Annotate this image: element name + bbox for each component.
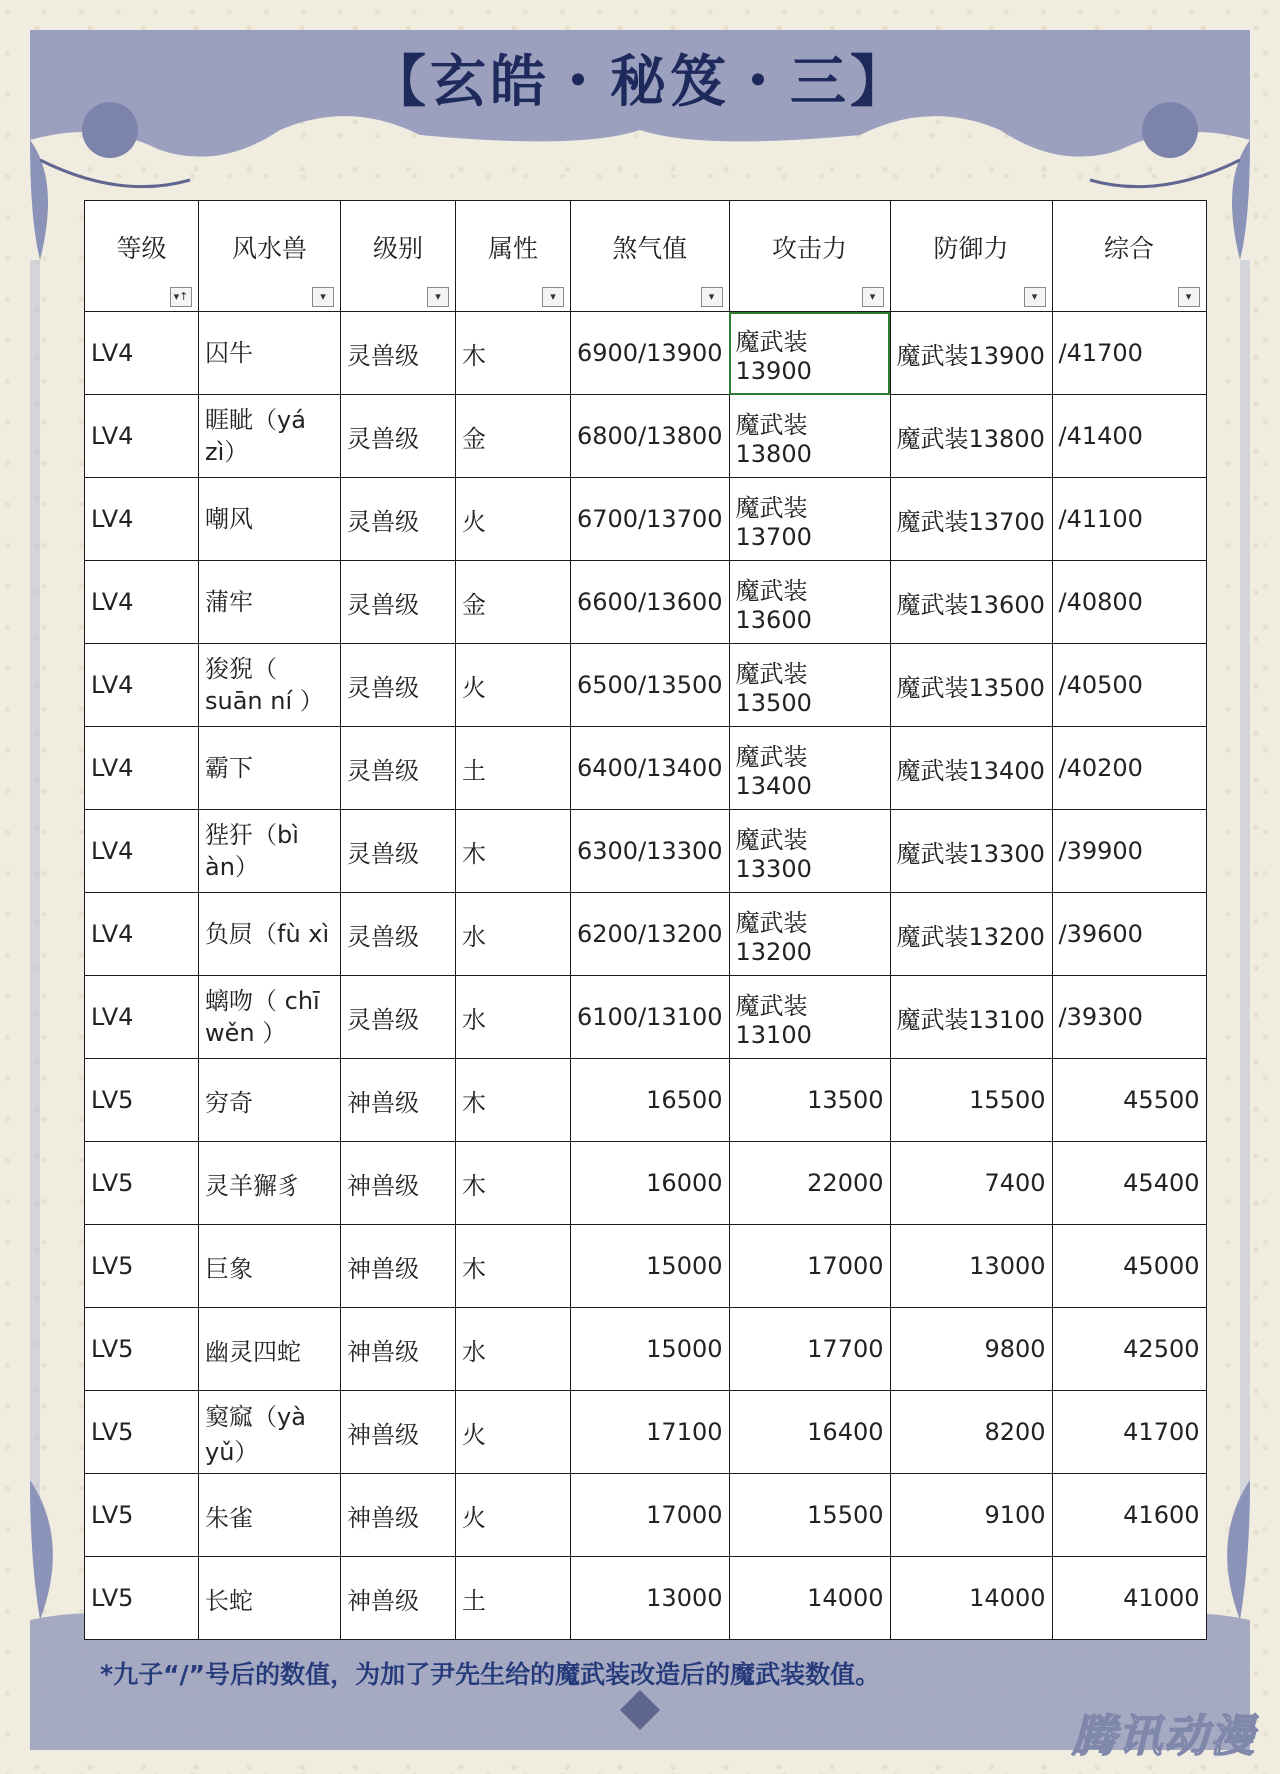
table-row: [85, 561, 1207, 644]
cell-total[interactable]: /41700: [1052, 312, 1206, 395]
filter-dropdown-icon[interactable]: ▾: [312, 287, 334, 307]
cell-aura[interactable]: 17100: [571, 1391, 730, 1474]
cell-attack[interactable]: 13500: [729, 1059, 890, 1142]
cell-total[interactable]: 42500: [1052, 1308, 1206, 1391]
sort-ascending-icon[interactable]: ▾↑: [170, 287, 192, 307]
cell-aura[interactable]: 6600/13600: [571, 561, 730, 644]
cell-element[interactable]: 火: [456, 644, 571, 727]
filter-dropdown-icon[interactable]: ▾: [427, 287, 449, 307]
cell-level[interactable]: LV4: [85, 810, 199, 893]
table-row: [85, 976, 1207, 1059]
cell-level[interactable]: LV5: [85, 1225, 199, 1308]
cell-element[interactable]: 土: [456, 727, 571, 810]
col-header-beast[interactable]: 风水兽 ▾: [199, 201, 341, 312]
cell-level[interactable]: LV4: [85, 727, 199, 810]
cell-attack[interactable]: 魔武装13100: [729, 976, 890, 1059]
cell-beast[interactable]: 灵羊獬豸: [199, 1142, 341, 1225]
cell-level[interactable]: LV4: [85, 478, 199, 561]
cell-aura[interactable]: 6400/13400: [571, 727, 730, 810]
cell-level[interactable]: LV4: [85, 893, 199, 976]
filter-dropdown-icon[interactable]: ▾: [542, 287, 564, 307]
cell-attack[interactable]: 22000: [729, 1142, 890, 1225]
cell-aura[interactable]: 6900/13900: [571, 312, 730, 395]
cell-beast[interactable]: 巨象: [199, 1225, 341, 1308]
cell-defense[interactable]: 魔武装13500: [890, 644, 1052, 727]
cell-attack[interactable]: 魔武装13500: [729, 644, 890, 727]
cell-element[interactable]: 木: [456, 1225, 571, 1308]
cell-total[interactable]: /40500: [1052, 644, 1206, 727]
cell-attack[interactable]: 魔武装13400: [729, 727, 890, 810]
cell-beast[interactable]: 幽灵四蛇: [199, 1308, 341, 1391]
cell-rank[interactable]: 灵兽级: [341, 561, 456, 644]
cell-defense[interactable]: 魔武装13200: [890, 893, 1052, 976]
table-row: [85, 1391, 1207, 1474]
beast-stats-table: [84, 200, 1207, 1640]
cell-beast[interactable]: 负屃（fù xì: [199, 893, 341, 976]
cell-aura[interactable]: 16000: [571, 1142, 730, 1225]
cell-element[interactable]: 水: [456, 1308, 571, 1391]
cell-attack[interactable]: 魔武装13800: [729, 395, 890, 478]
cell-aura[interactable]: 6300/13300: [571, 810, 730, 893]
cell-element[interactable]: 金: [456, 395, 571, 478]
table-row: [85, 395, 1207, 478]
cell-rank[interactable]: 神兽级: [341, 1225, 456, 1308]
cell-element[interactable]: 木: [456, 1142, 571, 1225]
table-row: [85, 727, 1207, 810]
col-header-rank[interactable]: 级别 ▾: [341, 201, 456, 312]
table-row: [85, 1474, 1207, 1557]
cell-rank[interactable]: 灵兽级: [341, 312, 456, 395]
cell-beast[interactable]: 狻猊（ suān ní ）: [199, 644, 341, 727]
cell-beast[interactable]: 长蛇: [199, 1557, 341, 1640]
col-header-level[interactable]: 等级 ▾↑: [85, 201, 199, 312]
cell-level[interactable]: LV4: [85, 395, 199, 478]
cell-element[interactable]: 土: [456, 1557, 571, 1640]
cell-defense[interactable]: 魔武装13800: [890, 395, 1052, 478]
cell-level[interactable]: LV5: [85, 1142, 199, 1225]
table-row: [85, 1308, 1207, 1391]
cell-element[interactable]: 火: [456, 1391, 571, 1474]
cell-defense[interactable]: 魔武装13100: [890, 976, 1052, 1059]
cell-beast[interactable]: 穷奇: [199, 1059, 341, 1142]
cell-aura[interactable]: 6500/13500: [571, 644, 730, 727]
cell-level[interactable]: LV4: [85, 644, 199, 727]
cell-level[interactable]: LV4: [85, 976, 199, 1059]
cell-beast[interactable]: 狴犴（bì àn）: [199, 810, 341, 893]
cell-rank[interactable]: 灵兽级: [341, 395, 456, 478]
cell-total[interactable]: /41400: [1052, 395, 1206, 478]
cell-total[interactable]: /41100: [1052, 478, 1206, 561]
cell-total[interactable]: /40800: [1052, 561, 1206, 644]
cell-aura[interactable]: 6100/13100: [571, 976, 730, 1059]
cell-total[interactable]: /39300: [1052, 976, 1206, 1059]
cell-total[interactable]: /39900: [1052, 810, 1206, 893]
cell-aura[interactable]: 16500: [571, 1059, 730, 1142]
cell-total[interactable]: 41000: [1052, 1557, 1206, 1640]
cell-level[interactable]: LV4: [85, 312, 199, 395]
cell-beast[interactable]: 螭吻（ chī wěn ）: [199, 976, 341, 1059]
cell-defense[interactable]: 9800: [890, 1308, 1052, 1391]
filter-dropdown-icon[interactable]: ▾: [862, 287, 884, 307]
cell-defense[interactable]: 魔武装13400: [890, 727, 1052, 810]
cell-level[interactable]: LV4: [85, 561, 199, 644]
cell-aura[interactable]: 6700/13700: [571, 478, 730, 561]
table-row: [85, 1557, 1207, 1640]
cell-attack[interactable]: 魔武装13600: [729, 561, 890, 644]
cell-defense[interactable]: 14000: [890, 1557, 1052, 1640]
cell-aura[interactable]: 15000: [571, 1225, 730, 1308]
cell-defense[interactable]: 15500: [890, 1059, 1052, 1142]
table-row: [85, 312, 1207, 395]
col-header-element[interactable]: 属性 ▾: [456, 201, 571, 312]
footnote: *九子“/”号后的数值，为加了尹先生给的魔武装改造后的魔武装数值。: [100, 1660, 881, 1689]
cell-attack[interactable]: 16400: [729, 1391, 890, 1474]
cell-rank[interactable]: 灵兽级: [341, 478, 456, 561]
cell-level[interactable]: LV5: [85, 1059, 199, 1142]
cell-level[interactable]: LV5: [85, 1557, 199, 1640]
cell-rank[interactable]: 灵兽级: [341, 893, 456, 976]
watermark-logo: 腾讯动漫: [1072, 1711, 1256, 1762]
cell-level[interactable]: LV5: [85, 1391, 199, 1474]
table-row: [85, 893, 1207, 976]
cell-defense[interactable]: 魔武装13700: [890, 478, 1052, 561]
filter-dropdown-icon[interactable]: ▾: [701, 287, 723, 307]
table-row: [85, 1059, 1207, 1142]
cell-rank[interactable]: 灵兽级: [341, 727, 456, 810]
cell-defense[interactable]: 13000: [890, 1225, 1052, 1308]
table-row: [85, 644, 1207, 727]
cell-total[interactable]: 45400: [1052, 1142, 1206, 1225]
cell-rank[interactable]: 神兽级: [341, 1142, 456, 1225]
cell-total[interactable]: /40200: [1052, 727, 1206, 810]
header-row: [85, 201, 1207, 312]
cell-beast[interactable]: 睚眦（yá zì）: [199, 395, 341, 478]
cell-element[interactable]: 水: [456, 976, 571, 1059]
cell-aura[interactable]: 17000: [571, 1474, 730, 1557]
cell-element[interactable]: 木: [456, 810, 571, 893]
cell-beast[interactable]: 蒲牢: [199, 561, 341, 644]
cell-level[interactable]: LV5: [85, 1474, 199, 1557]
cell-total[interactable]: 41600: [1052, 1474, 1206, 1557]
col-header-attack[interactable]: 攻击力 ▾: [729, 201, 890, 312]
col-header-defense[interactable]: 防御力 ▾: [890, 201, 1052, 312]
cell-attack[interactable]: 17000: [729, 1225, 890, 1308]
table-row: [85, 1142, 1207, 1225]
cell-aura[interactable]: 15000: [571, 1308, 730, 1391]
cell-element[interactable]: 木: [456, 1059, 571, 1142]
cell-element[interactable]: 水: [456, 893, 571, 976]
cell-aura[interactable]: 6800/13800: [571, 395, 730, 478]
cell-defense[interactable]: 9100: [890, 1474, 1052, 1557]
cell-attack[interactable]: 14000: [729, 1557, 890, 1640]
col-header-aura[interactable]: 煞气值 ▾: [571, 201, 730, 312]
cell-beast[interactable]: 囚牛: [199, 312, 341, 395]
cell-defense[interactable]: 7400: [890, 1142, 1052, 1225]
cell-element[interactable]: 金: [456, 561, 571, 644]
cell-rank[interactable]: 神兽级: [341, 1059, 456, 1142]
cell-beast[interactable]: 嘲风: [199, 478, 341, 561]
cell-total[interactable]: /39600: [1052, 893, 1206, 976]
table-row: [85, 810, 1207, 893]
cell-beast[interactable]: 朱雀: [199, 1474, 341, 1557]
col-header-total[interactable]: 综合 ▾: [1052, 201, 1206, 312]
cell-element[interactable]: 火: [456, 478, 571, 561]
cell-attack[interactable]: 魔武装13700: [729, 478, 890, 561]
table-row: [85, 1225, 1207, 1308]
page-title: 【玄皓・秘笈・三】: [370, 49, 910, 115]
cell-total[interactable]: 41700: [1052, 1391, 1206, 1474]
cell-rank[interactable]: 神兽级: [341, 1474, 456, 1557]
cell-attack[interactable]: 魔武装13200: [729, 893, 890, 976]
cell-defense[interactable]: 魔武装13900: [890, 312, 1052, 395]
filter-dropdown-icon[interactable]: ▾: [1024, 287, 1046, 307]
cell-level[interactable]: LV5: [85, 1308, 199, 1391]
cell-defense[interactable]: 魔武装13300: [890, 810, 1052, 893]
cell-rank[interactable]: 神兽级: [341, 1557, 456, 1640]
cell-attack[interactable]: 魔武装13300: [729, 810, 890, 893]
cell-element[interactable]: 木: [456, 312, 571, 395]
cell-rank[interactable]: 神兽级: [341, 1308, 456, 1391]
cell-aura[interactable]: 13000: [571, 1557, 730, 1640]
cell-rank[interactable]: 神兽级: [341, 1391, 456, 1474]
cell-attack[interactable]: 15500: [729, 1474, 890, 1557]
table-row: [85, 478, 1207, 561]
filter-dropdown-icon[interactable]: ▾: [1178, 287, 1200, 307]
cell-beast[interactable]: 窫窳（yà yǔ）: [199, 1391, 341, 1474]
cell-aura[interactable]: 6200/13200: [571, 893, 730, 976]
cell-rank[interactable]: 灵兽级: [341, 810, 456, 893]
cell-defense[interactable]: 8200: [890, 1391, 1052, 1474]
cell-total[interactable]: 45000: [1052, 1225, 1206, 1308]
cell-beast[interactable]: 霸下: [199, 727, 341, 810]
cell-rank[interactable]: 灵兽级: [341, 644, 456, 727]
cell-defense[interactable]: 魔武装13600: [890, 561, 1052, 644]
cell-rank[interactable]: 灵兽级: [341, 976, 456, 1059]
cell-attack[interactable]: 魔武装13900: [729, 312, 890, 395]
cell-element[interactable]: 火: [456, 1474, 571, 1557]
cell-total[interactable]: 45500: [1052, 1059, 1206, 1142]
cell-attack[interactable]: 17700: [729, 1308, 890, 1391]
